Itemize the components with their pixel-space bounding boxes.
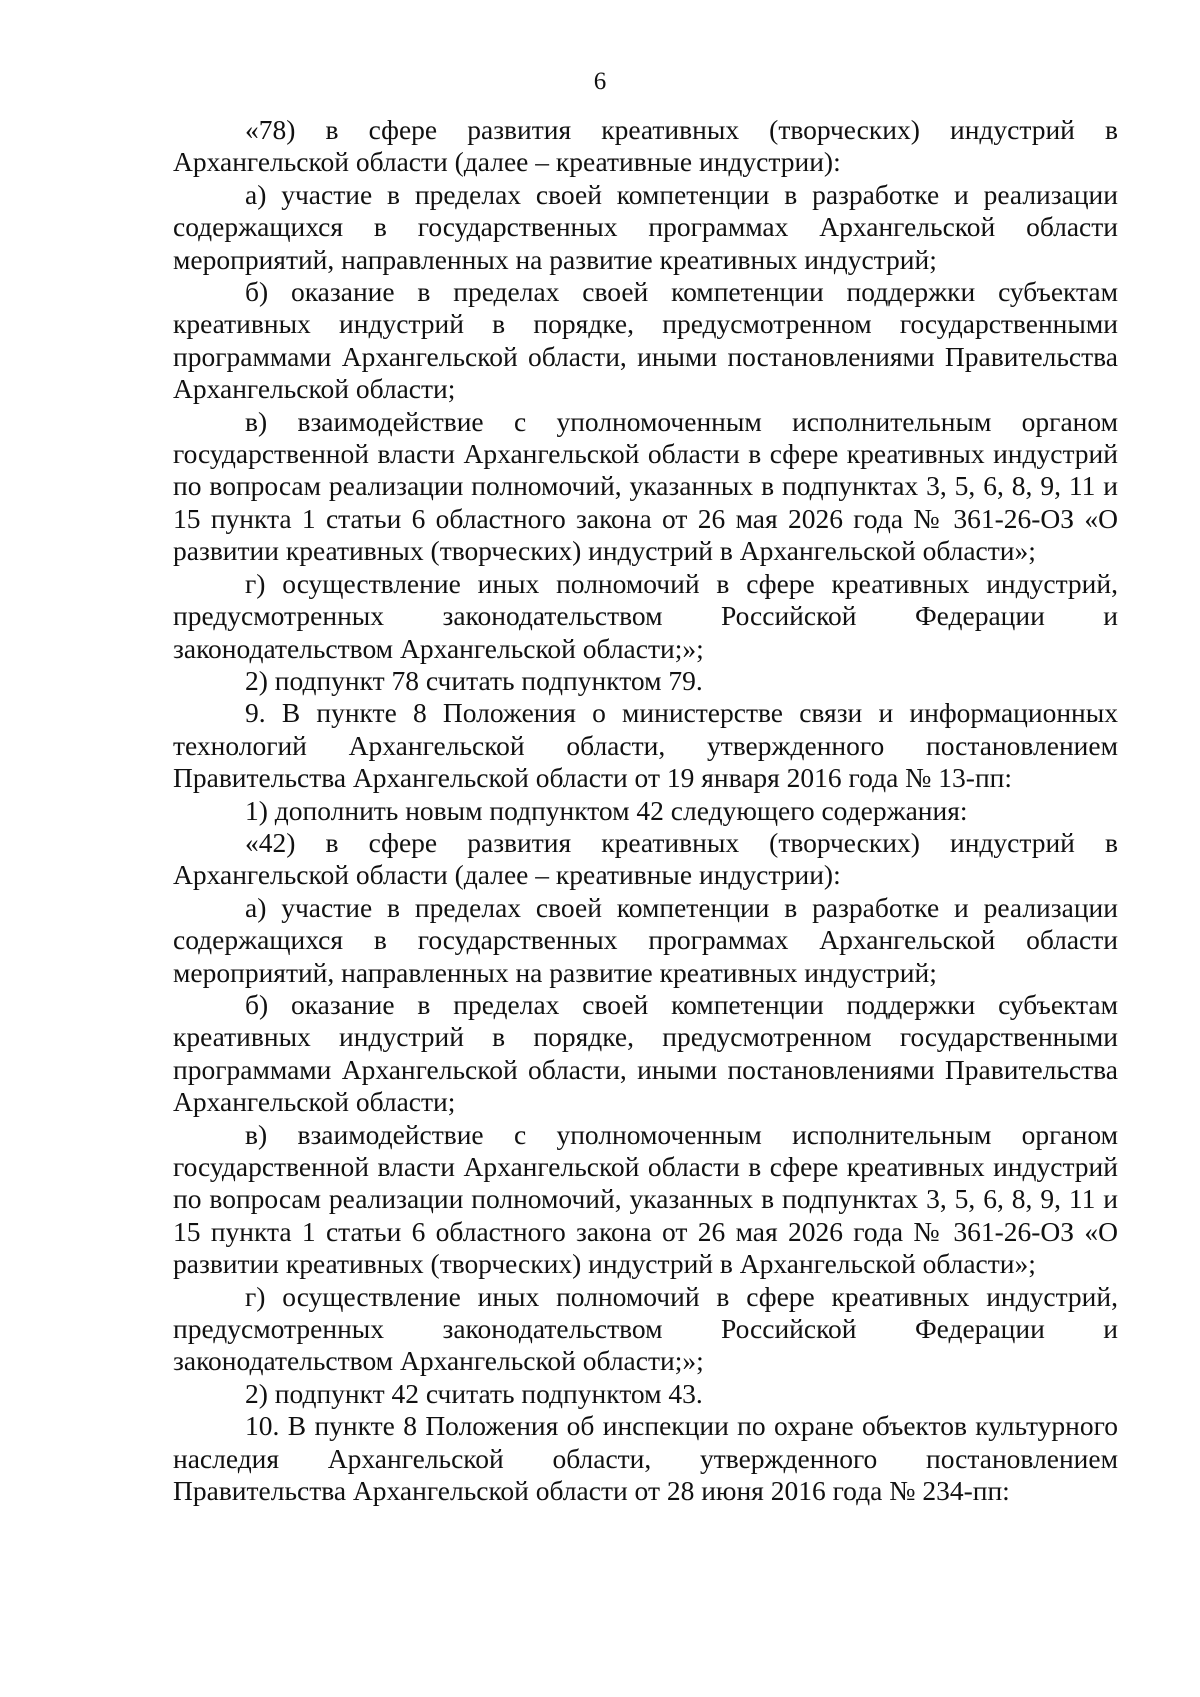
paragraph-point-9: 9. В пункте 8 Положения о министерстве связи и информационных технологий Архангельской области, утвержденного постановлением Правительства Архангельской области от 19 января 2016 года № 13-пп: xyxy=(173,697,1118,794)
document-body xyxy=(173,114,1118,1507)
paragraph-subitem-a: а) участие в пределах своей компетенции в разработке и реализации содержащихся в государственных программах Архангельской области мероприятий, направленных на развитие креативных индустрий; xyxy=(173,178,1118,275)
paragraph-subitem-b: б) оказание в пределах своей компетенции поддержки субъектам креативных индустрий в порядке, предусмотренном государственными программами Архангельской области, иными постановлениями Правительства Архангельской области; xyxy=(173,276,1118,405)
paragraph-subitem-a: а) участие в пределах своей компетенции в разработке и реализации содержащихся в государственных программах Архангельской области мероприятий, направленных на развитие креативных индустрий; xyxy=(173,891,1118,988)
paragraph-subitem-g: г) осуществление иных полномочий в сфере креативных индустрий, предусмотренных законодательством Российской Федерации и законодательством Архангельской области;»; xyxy=(173,1280,1118,1377)
page-number: 6 xyxy=(593,68,607,95)
paragraph-subitem-b: б) оказание в пределах своей компетенции поддержки субъектам креативных индустрий в порядке, предусмотренном государственными программами Архангельской области, иными постановлениями Правительства Архангельской области; xyxy=(173,988,1118,1118)
paragraph-point-10: 10. В пункте 8 Положения об инспекции по охране объектов культурного наследия Архангельской области, утвержденного постановлением Правительства Архангельской области от 28 июня 2016 года № 234-пп: xyxy=(173,1410,1118,1507)
paragraph-subitem-v: в) взаимодействие с уполномоченным исполнительным органом государственной власти Архангельской области в сфере креативных индустрий по вопросам реализации полномочий, указанных в подпунктах 3, 5, 6, 8, 9, 11 и 15 пункта 1 статьи 6 областного закона от 26 мая 2026 года № 361-26-ОЗ «О развитии креативных (творческих) индустрий в Архангельской области»; xyxy=(173,405,1118,567)
paragraph-add-subitem-42: 1) дополнить новым подпунктом 42 следующего содержания: xyxy=(245,794,968,826)
paragraph-renumber-42: 2) подпункт 42 считать подпунктом 43. xyxy=(245,1377,703,1409)
paragraph-renumber-78: 2) подпункт 78 считать подпунктом 79. xyxy=(245,664,703,696)
paragraph-subitem-g: г) осуществление иных полномочий в сфере креативных индустрий, предусмотренных законодательством Российской Федерации и законодательством Архангельской области;»; xyxy=(173,567,1118,664)
paragraph-item-78-heading: «78) в сфере развития креативных (творческих) индустрий в Архангельской области (далее – креативные индустрии): xyxy=(173,114,1118,178)
paragraph-item-42-heading: «42) в сфере развития креативных (творческих) индустрий в Архангельской области (далее – креативные индустрии): xyxy=(173,826,1118,891)
paragraph-subitem-v: в) взаимодействие с уполномоченным исполнительным органом государственной власти Архангельской области в сфере креативных индустрий по вопросам реализации полномочий, указанных в подпунктах 3, 5, 6, 8, 9, 11 и 15 пункта 1 статьи 6 областного закона от 26 мая 2026 года № 361-26-ОЗ «О развитии креативных (творческих) индустрий в Архангельской области»; xyxy=(173,1118,1118,1280)
